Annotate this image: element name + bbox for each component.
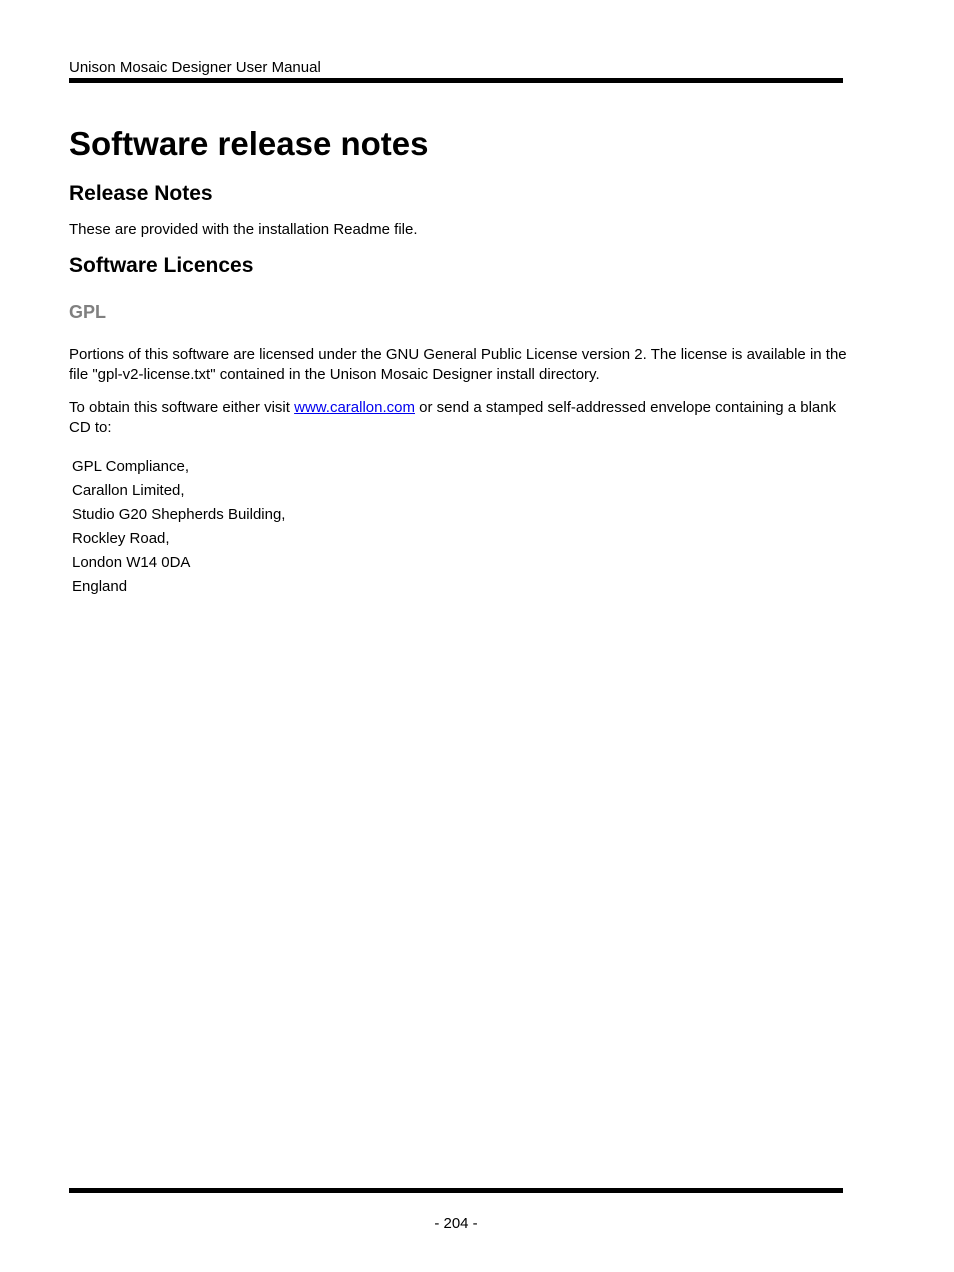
obtain-text-before: To obtain this software either visit	[69, 399, 295, 416]
obtain-text-after: or send a stamped self-addressed envelope containing a blank CD to:	[69, 399, 837, 436]
carallon-link[interactable]: www.carallon.com	[294, 399, 415, 416]
address-line: England	[72, 578, 128, 595]
running-header: Unison Mosaic Designer User Manual	[69, 59, 321, 76]
obtain-paragraph	[69, 398, 849, 438]
page-title: Software release notes	[69, 125, 429, 162]
release-notes-body: These are provided with the installation Readme file.	[69, 221, 418, 238]
address-line: London W14 0DA	[72, 554, 191, 571]
postal-address	[72, 455, 285, 599]
release-notes-heading: Release Notes	[69, 182, 213, 205]
page-number: - 204 -	[434, 1215, 478, 1232]
address-line: Studio G20 Shepherds Building,	[72, 506, 286, 523]
gpl-paragraph: Portions of this software are licensed under the GNU General Public License version 2. The license is available in the file "gpl-v2-license.txt" contained in the Unison Mosaic Designer install directory.	[69, 346, 847, 383]
header-rule	[69, 78, 843, 83]
address-line: Carallon Limited,	[72, 482, 185, 499]
software-licences-heading: Software Licences	[69, 254, 254, 277]
gpl-heading: GPL	[69, 302, 107, 322]
address-line: Rockley Road,	[72, 530, 170, 547]
footer-rule	[69, 1188, 843, 1193]
address-line: GPL Compliance,	[72, 458, 189, 475]
